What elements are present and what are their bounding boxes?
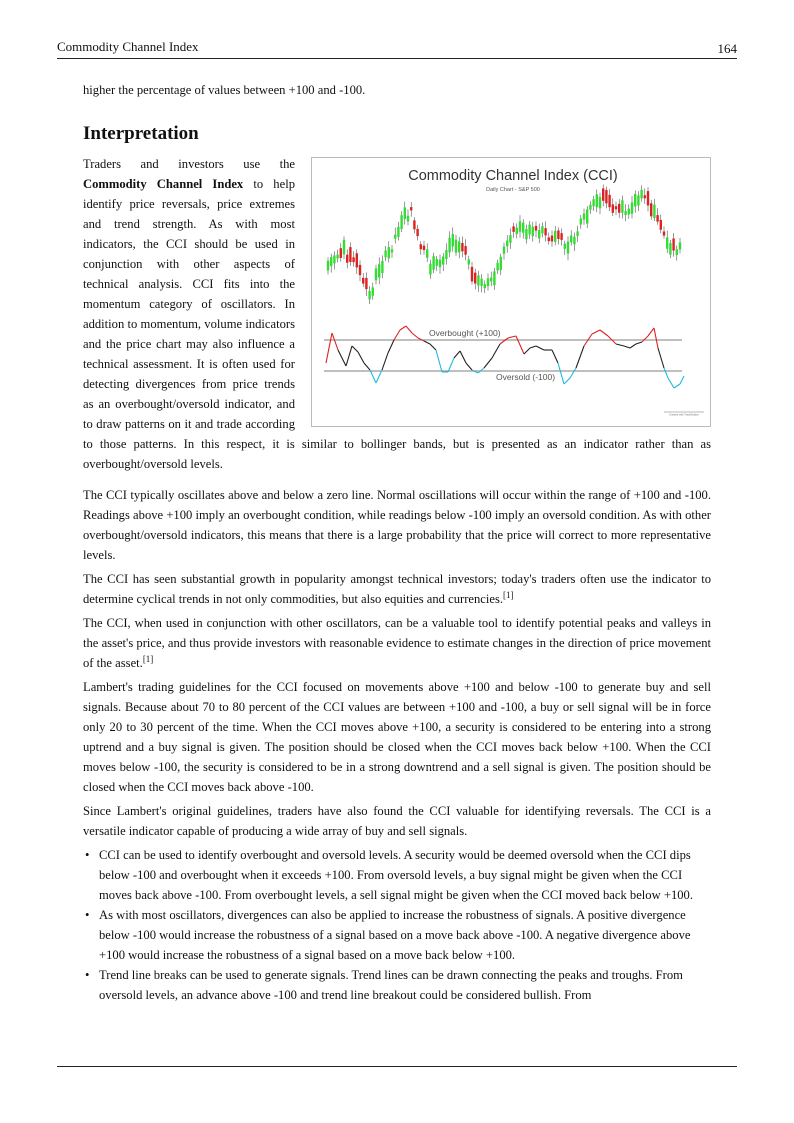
cci-segment [636,342,642,344]
p3-text: The CCI has seen substantial growth in popularity amongst technical investors; today's traders often use the indicator to determine cyclical trends in not only commodities, but also equities and currencies. [83,572,711,606]
candle-body [480,279,482,286]
candle-body [599,197,601,208]
cci-segment [658,348,664,368]
cci-segment [558,363,564,384]
candle-body [637,195,639,205]
candle-body [573,237,575,244]
paragraph-reversals: Since Lambert's original guidelines, traders have also found the CCI valuable for identifying reversals. The CCI is a versatile indicator capable of producing a wide array of buy and sell signals. [83,804,711,838]
candle-body [442,256,444,264]
candle-body [567,242,569,254]
candle-body [375,268,377,280]
candle-body [532,227,534,236]
candle-body [602,188,604,200]
cci-segment [592,330,600,334]
p4-citation[interactable]: [1] [142,653,154,664]
cci-segment [576,346,584,368]
candle-body [628,209,630,215]
candle-body [458,241,460,252]
candle-body [666,237,668,248]
candle-body [346,255,348,263]
interpretation-block [83,154,711,474]
candle-body [656,215,658,222]
candle-body [333,255,335,263]
footer-rule [57,1066,737,1067]
candle-body [429,264,431,275]
list-item: • Trend line breaks can be used to generate signals. Trend lines can be drawn connecting the peaks and troughs. From oversold levels, an advance above -100 and trend line breakout could be considered bullish. From [99,965,711,1005]
candle-body [452,234,454,246]
candle-body [372,287,374,295]
cci-segment [394,330,400,340]
candle-body [557,230,559,239]
cci-segment [664,368,668,378]
candle-body [503,247,505,254]
candle-body [564,244,566,249]
candle-body [509,235,511,243]
list-item: • As with most oscillators, divergences can also be applied to increase the robustness of signals. A positive divergence below -100 would increase the robustness of a signal based on a move back above -100. A negative divergence above +100 would increase the robustness of a signal based on a move back below +100. [99,905,711,965]
oversold-label: Oversold (-100) [496,372,556,382]
candle-body [583,214,585,220]
candle-body [365,278,367,289]
candle-body [500,257,502,270]
section-heading: Interpretation [83,123,199,144]
cci-segment [424,341,430,344]
candle-body [644,195,646,198]
candle-body [368,291,370,299]
candle-body [570,236,572,243]
cci-segment [536,346,544,350]
candle-body [413,220,415,229]
candle-body [506,240,508,246]
candle-body [586,209,588,223]
candle-body [352,257,354,262]
cci-segment [668,378,674,388]
paragraph-oscillation: The CCI typically oscillates above and below a zero line. Normal oscillations will occur within the range of +100 and -100. Readings above +100 imply an overbought condition, while readings below -100 imply an oversold condition. As with other overbought/oversold indicators, this means that there is a large probability that the price will correct to more representative levels. [83,488,711,562]
candle-body [512,226,514,232]
candle-body [605,190,607,203]
cci-segment [530,346,536,348]
cci-segment [338,350,346,366]
candle-body [448,238,450,253]
candle-body [487,278,489,286]
candle-body [404,207,406,218]
candle-body [400,215,402,229]
candle-body [554,231,556,242]
cci-segment [332,333,338,350]
candle-body [672,238,674,250]
cci-segment [552,350,558,363]
candle-body [653,205,655,218]
candle-body [519,221,521,231]
figure-title: Commodity Channel Index (CCI) [408,168,618,184]
figure-credit: Created with TradeStation [669,413,699,417]
figure-subtitle: Daily Chart - S&P 500 [486,187,540,193]
cci-segment [376,370,382,383]
cci-segment [624,346,630,348]
candle-body [410,207,412,210]
candle-body [618,204,620,213]
candle-body [621,200,623,212]
price-candles [327,184,681,304]
cci-segment [680,376,684,384]
candle-body [615,206,617,209]
candle-body [381,261,383,273]
cci-segment [352,346,358,352]
candle-body [608,195,610,207]
cci-chart [312,158,710,426]
cci-segment [524,348,530,354]
candle-body [538,230,540,238]
candle-body [416,229,418,236]
intro-line: higher the percentage of values between +100 and -100. [83,83,366,97]
candle-body [378,264,380,277]
paragraph-lambert-guidelines: Lambert's trading guidelines for the CCI focused on movements above +100 and below -100 to generate buy and sell signals. Because about 70 to 80 percent of the CCI values are between +100 and -100, a buy or sell signal will be in force only 20 to 30 percent of the time. When the CCI moves above +100, a security is considered to be entering into a strong uptrend and a buy signal is given. The position should be closed when the CCI moves back below +100. When the CCI moves below -100, the security is considered to be in a strong downtrend and a sell signal is given. The position should be closed when the CCI moves back above -100. [83,680,711,794]
p4-text: The CCI, when used in conjunction with other oscillators, can be a valuable tool to identify potential peaks and valleys in the asset's price, and thus provide investors with reasonable evidence to estimate changes in the direction of price movement of the asset. [83,616,711,670]
candle-body [436,259,438,266]
candle-body [516,228,518,234]
candle-body [548,237,550,241]
candle-body [340,248,342,258]
p1-post: to help identify price reversals, price extremes and trend strength. As with most indicators, the CCI should be used in conjunction with other aspects of technical analysis. CCI fits into the momentum category of oscillators. In addition to momentum, volume indicators and the price chart may also influence a technical assessment. It is often used for detecting divergences from price trends as an overbought/oversold indicator, and to draw patterns on it and trade according to those patterns. In this respect, it is similar to bollinger bands, but is presented as an indicator rather than as overbought/oversold levels. [83,177,711,471]
candle-body [474,273,476,284]
candle-body [634,194,636,206]
candle-body [394,235,396,239]
candle-body [455,240,457,253]
cci-segment [500,338,508,344]
candle-body [420,244,422,249]
candle-body [477,275,479,285]
cci-figure [311,157,711,427]
candle-body [468,259,470,264]
candle-body [660,220,662,230]
cci-segment [564,378,570,384]
candle-body [676,249,678,255]
cci-segment [466,363,472,370]
page-number: 164 [717,41,737,56]
candle-body [551,236,553,242]
paragraph-peaks-valleys [83,613,711,673]
candle-body [589,205,591,210]
p3-citation[interactable]: [1] [503,589,514,600]
signal-list [83,845,711,1005]
candle-body [445,250,447,259]
cci-segment [492,344,500,358]
candle-body [679,242,681,249]
candle-body [362,278,364,284]
candle-body [407,216,409,222]
cci-segment [448,358,454,372]
candle-body [471,267,473,282]
candle-body [541,226,543,233]
candle-body [461,243,463,251]
cci-segment [654,328,658,348]
candle-body [650,203,652,216]
cci-segment [454,351,460,358]
cci-segment [406,326,412,333]
candle-body [327,261,329,271]
cci-segment [400,326,406,330]
cci-segment [430,344,436,350]
cci-segment [600,330,608,336]
cci-segment [370,370,376,383]
candle-body [439,260,441,268]
candle-body [576,231,578,236]
cci-segment [412,333,418,338]
cci-segment [388,340,394,353]
candle-body [423,246,425,250]
cci-segment [358,352,364,363]
candle-body [359,265,361,275]
cci-segment [460,351,466,363]
article-body [83,80,711,1005]
cci-segment [516,336,524,354]
candle-body [388,247,390,258]
cci-segment [508,336,516,338]
cci-segment [436,350,442,372]
candle-body [522,223,524,233]
running-title: Commodity Channel Index [57,39,199,54]
candle-body [596,194,598,207]
candle-body [560,233,562,240]
page-header [57,38,737,59]
candle-body [612,204,614,212]
candle-body [592,199,594,206]
candle-body [663,231,665,235]
cci-segment [326,333,332,363]
candle-body [631,202,633,213]
candle-body [493,271,495,285]
candle-body [426,249,428,257]
candle-body [669,243,671,254]
candle-body [356,253,358,267]
cci-segment [674,384,680,388]
cci-segment [642,336,648,342]
candle-body [528,225,530,235]
candle-body [490,278,492,282]
cci-segment [616,344,624,346]
candle-body [525,229,527,239]
candle-body [343,240,345,255]
p1-pre: Traders and investors use the [83,157,295,171]
candle-body [484,284,486,288]
list-item: • CCI can be used to identify overbought and oversold levels. A security would be deemed oversold when the CCI dips below -100 and overbought when it exceeds +100. From oversold levels, a buy signal might be given when the CCI moves back above -100. From overbought levels, a sell signal might be given when the CCI moved back below +100. [99,845,711,905]
candle-body [580,219,582,225]
candle-body [330,257,332,266]
cci-segment [346,346,352,366]
candle-body [647,191,649,205]
candle-body [624,211,626,215]
cci-segment [364,363,370,370]
candle-body [391,249,393,252]
candle-body [432,256,434,270]
cci-segment [484,358,492,368]
candle-body [535,226,537,231]
candle-body [349,247,351,262]
candle-body [544,228,546,235]
cci-segment [382,353,388,370]
cci-segment [648,328,654,336]
paragraph-popularity [83,569,711,609]
cci-segment [630,344,636,348]
candle-body [397,227,399,237]
cci-segment [570,368,576,378]
candle-body [336,255,338,259]
candle-body [464,246,466,255]
candle-body [384,250,386,257]
candle-body [640,190,642,198]
overbought-label: Overbought (+100) [429,328,501,338]
candle-body [496,263,498,271]
p1-bold-term: Commodity Channel Index [83,177,244,191]
